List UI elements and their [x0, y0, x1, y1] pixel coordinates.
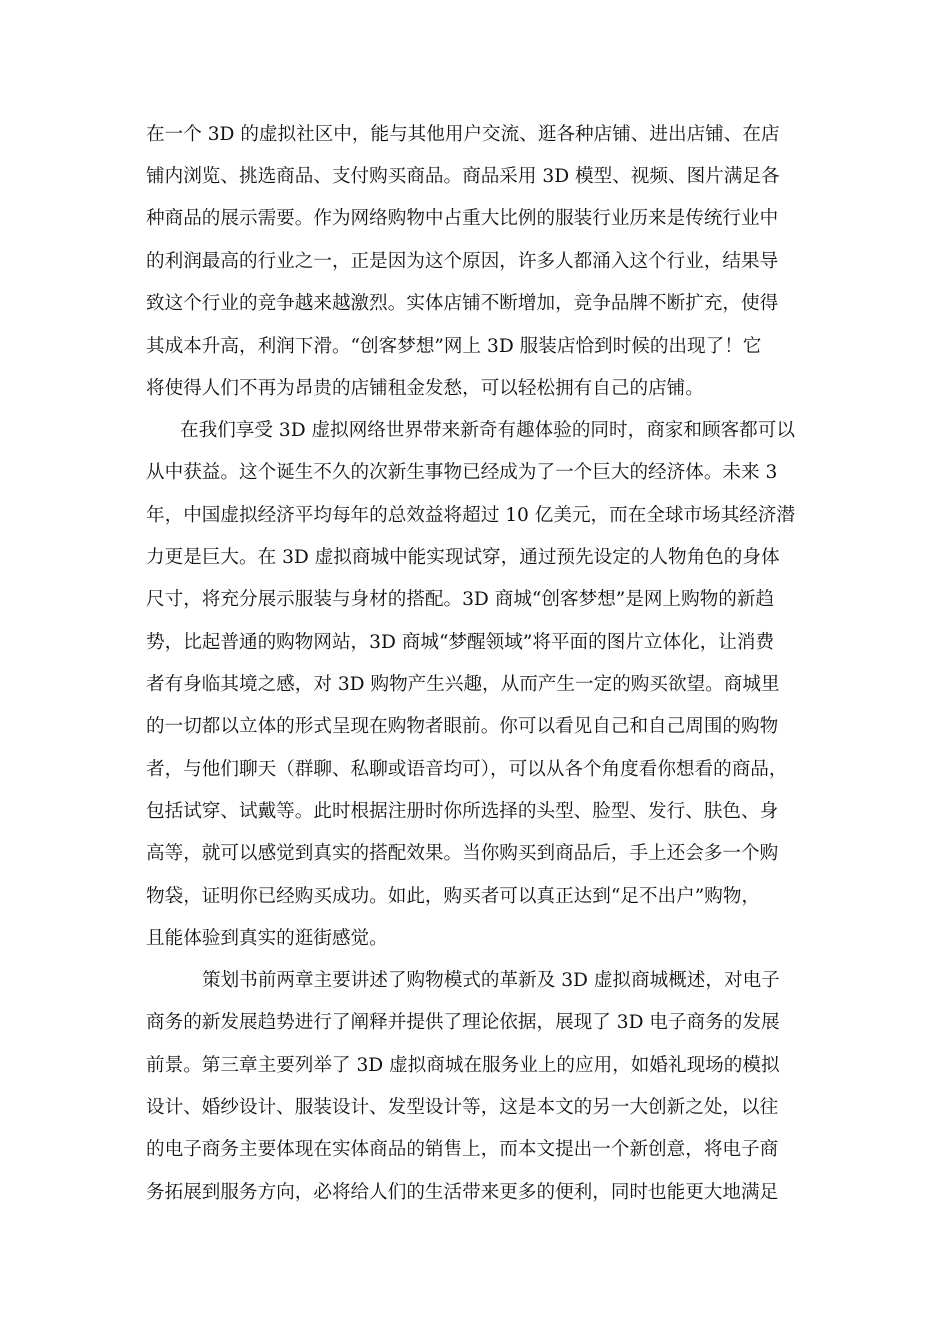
text-line: 其成本升高，利润下滑。“创客梦想”网上 3D 服装店恰到时候的出现了！它	[146, 336, 762, 357]
text-line: 商务的新发展趋势进行了阐释并提供了理论依据，展现了 3D 电子商务的发展	[146, 1012, 780, 1033]
text-line: 物袋，证明你已经购买成功。如此，购买者可以真正达到“足不出户”购物，	[146, 886, 761, 907]
text-line: 势，比起普通的购物网站，3D 商城“梦醒领域”将平面的图片立体化，让消费	[146, 632, 775, 653]
text-line: 在一个 3D 的虚拟社区中，能与其他用户交流、逛各种店铺、进出店铺、在店	[146, 124, 780, 145]
text-line: 致这个行业的竞争越来越激烈。实体店铺不断增加，竞争品牌不断扩充，使得	[146, 293, 779, 314]
text-line: 的利润最高的行业之一，正是因为这个原因，许多人都涌入这个行业，结果导	[146, 251, 779, 272]
text-line: 前景。第三章主要列举了 3D 虚拟商城在服务业上的应用，如婚礼现场的模拟	[146, 1055, 780, 1076]
text-line: 且能体验到真实的逛街感觉。	[146, 928, 388, 949]
text-line: 务拓展到服务方向，必将给人们的生活带来更多的便利，同时也能更大地满足	[146, 1182, 779, 1203]
text-line: 种商品的展示需要。作为网络购物中占重大比例的服装行业历来是传统行业中	[146, 208, 779, 229]
text-line: 尺寸，将充分展示服装与身材的搭配。3D 商城“创客梦想”是网上购物的新趋	[146, 589, 775, 610]
text-line: 力更是巨大。在 3D 虚拟商城中能实现试穿，通过预先设定的人物角色的身体	[146, 547, 780, 568]
text-line: 的一切都以立体的形式呈现在购物者眼前。你可以看见自己和自己周围的购物	[146, 716, 779, 737]
text-line: 的电子商务主要体现在实体商品的销售上，而本文提出一个新创意，将电子商	[146, 1139, 779, 1160]
text-line: 铺内浏览、挑选商品、支付购买商品。商品采用 3D 模型、视频、图片满足各	[146, 166, 780, 187]
text-line: 高等，就可以感觉到真实的搭配效果。当你购买到商品后，手上还会多一个购	[146, 843, 779, 864]
paragraph-first-line: 策划书前两章主要讲述了购物模式的革新及 3D 虚拟商城概述，对电子	[202, 970, 780, 991]
text-line: 设计、婚纱设计、服装设计、发型设计等，这是本文的另一大创新之处，以往	[146, 1097, 779, 1118]
text-line: 包括试穿、试戴等。此时根据注册时你所选择的头型、脸型、发行、肤色、身	[146, 801, 779, 822]
text-line: 将使得人们不再为昂贵的店铺租金发愁，可以轻松拥有自己的店铺。	[146, 378, 704, 399]
text-line: 从中获益。这个诞生不久的次新生事物已经成为了一个巨大的经济体。未来 3	[146, 462, 778, 483]
paragraph-first-line: 在我们享受 3D 虚拟网络世界带来新奇有趣体验的同时，商家和顾客都可以	[180, 420, 795, 441]
text-line: 者，与他们聊天（群聊、私聊或语音均可），可以从各个角度看你想看的商品，	[146, 759, 788, 780]
text-line: 年，中国虚拟经济平均每年的总效益将超过 10 亿美元，而在全球市场其经济潜	[146, 505, 796, 526]
text-line: 者有身临其境之感，对 3D 购物产生兴趣，从而产生一定的购买欲望。商城里	[146, 674, 780, 695]
